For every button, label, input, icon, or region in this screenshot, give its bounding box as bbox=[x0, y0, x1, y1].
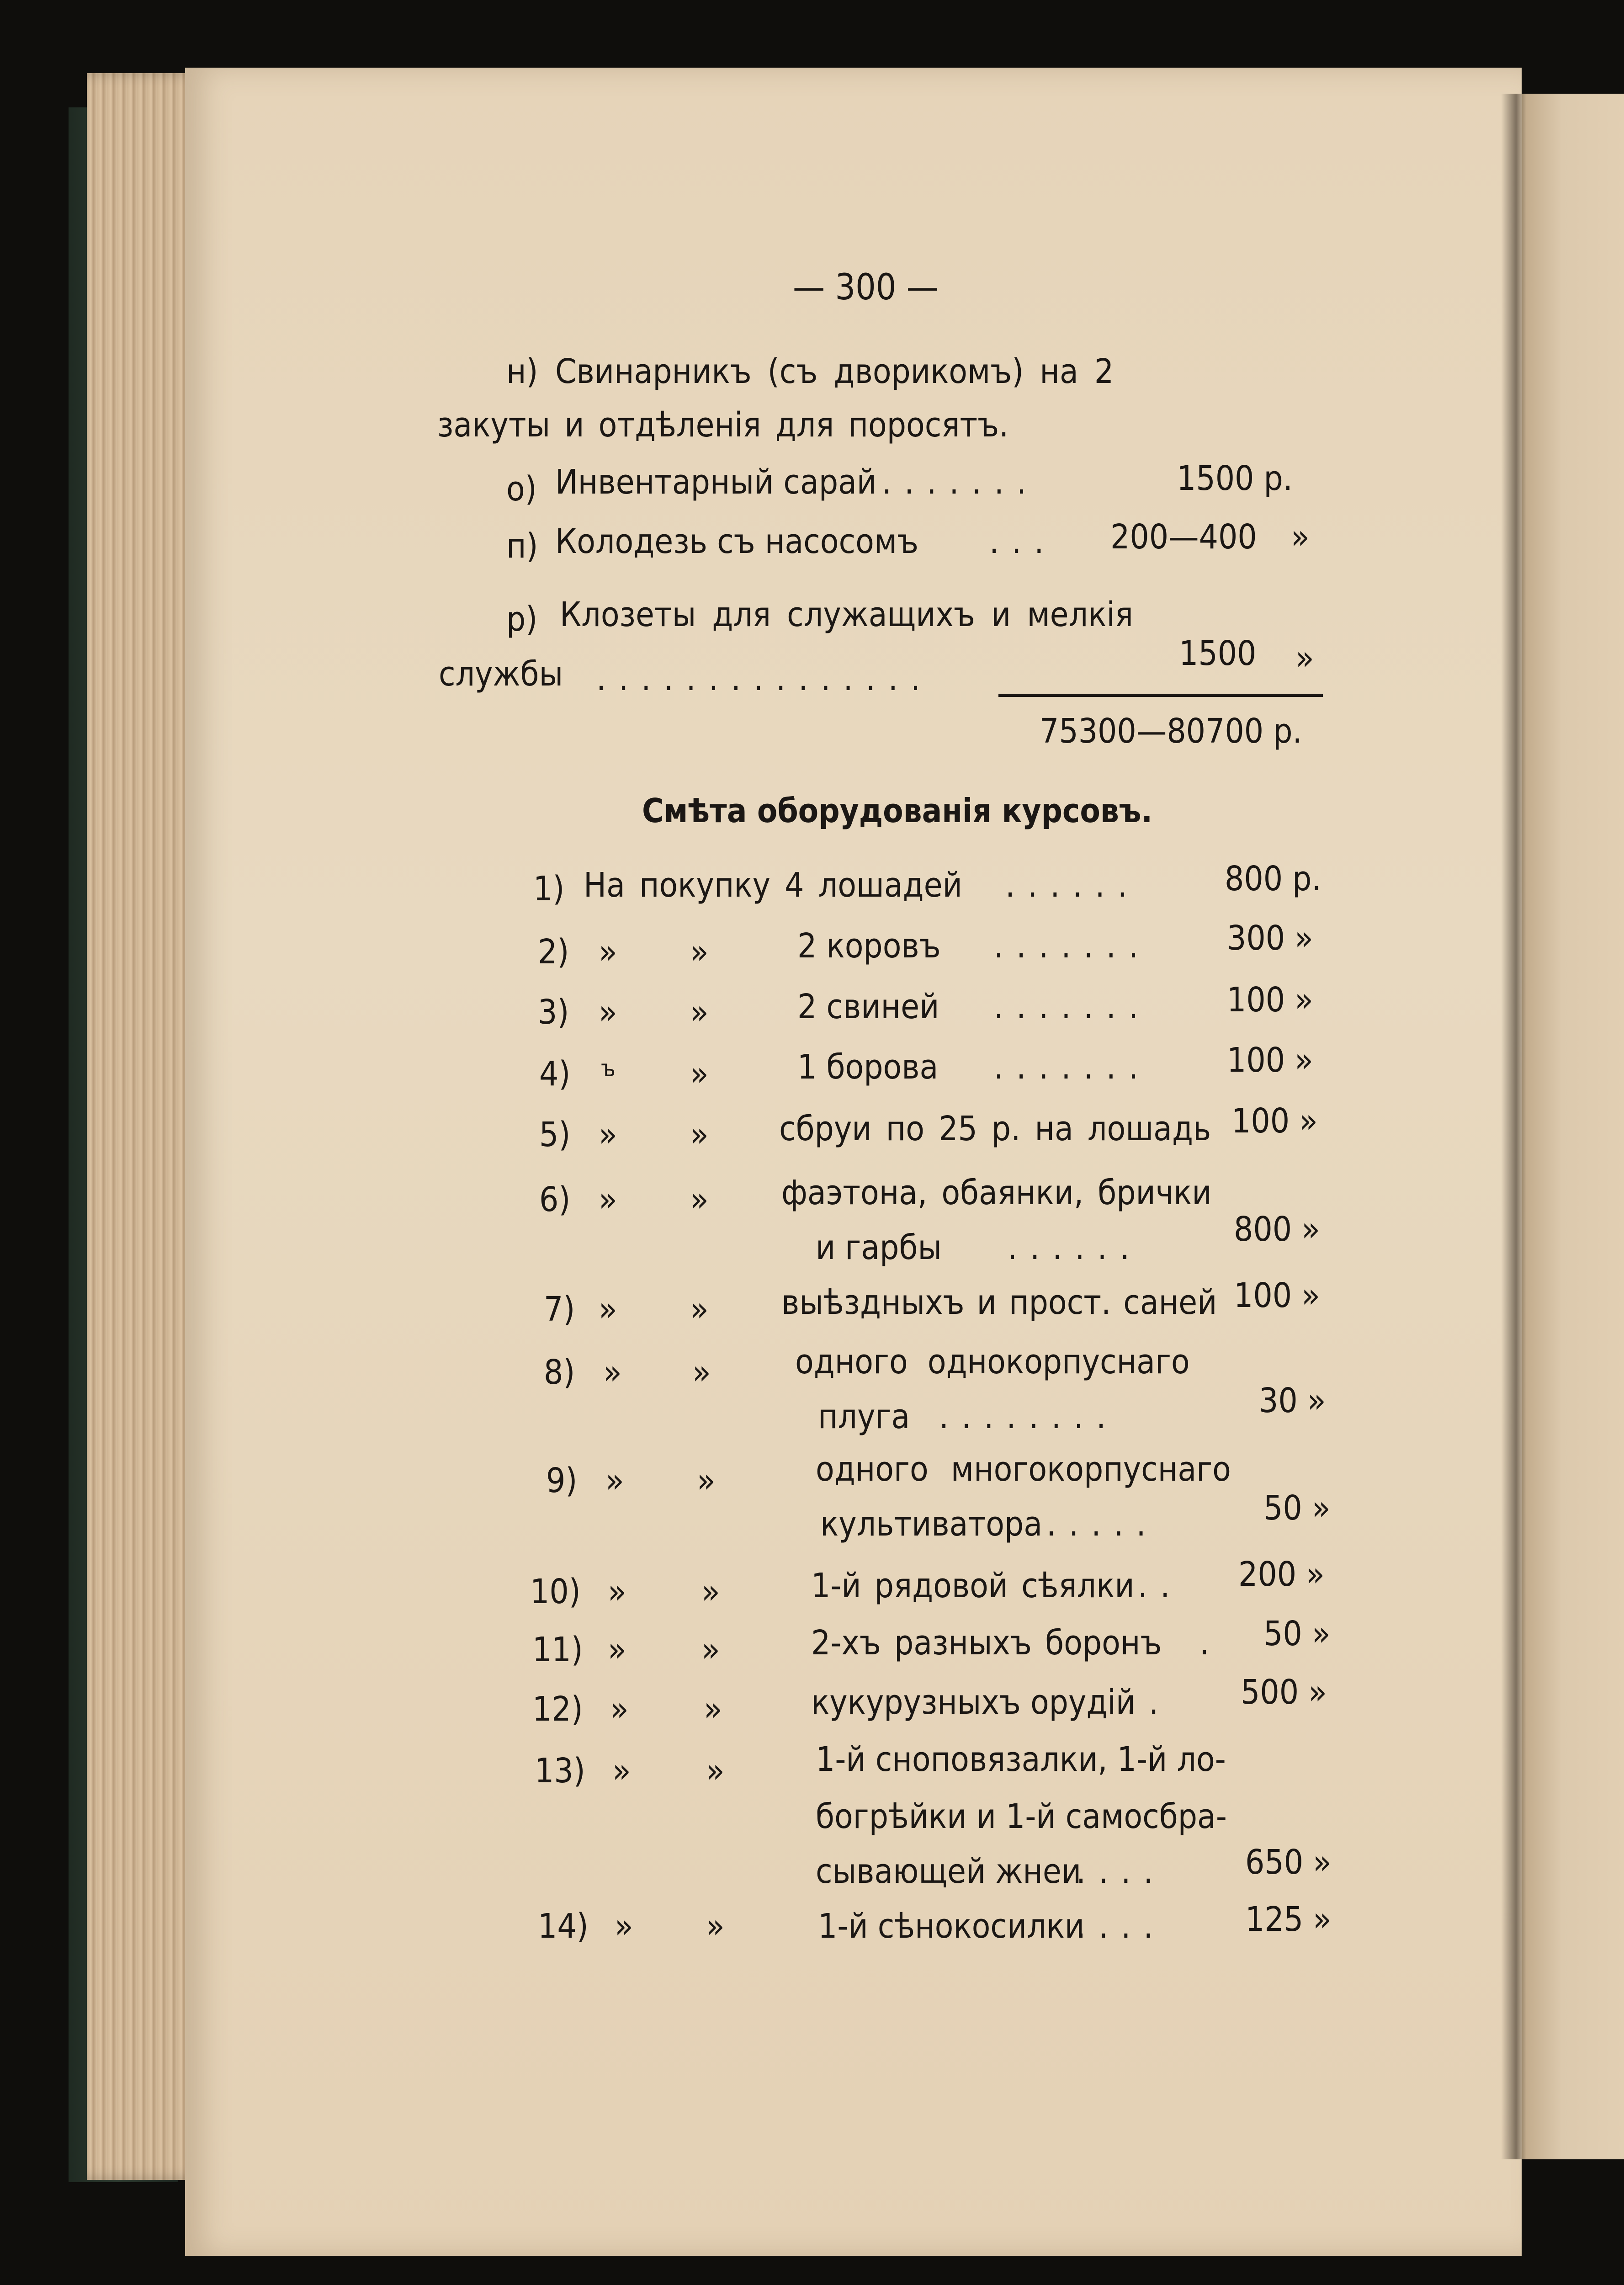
item-amount: 800 » bbox=[1234, 1210, 1320, 1249]
item-number: 10) bbox=[530, 1572, 581, 1611]
item-dots: .... bbox=[1076, 1852, 1166, 1891]
item-number: 3) bbox=[538, 993, 569, 1032]
item-o-amount: 1500 р. bbox=[1177, 459, 1293, 498]
item-n-line2: закуты и отдѣленія для поросятъ. bbox=[437, 405, 1009, 445]
total-rule bbox=[998, 694, 1323, 697]
ditto-mark: » bbox=[706, 1907, 725, 1946]
ditto-mark: » bbox=[704, 1690, 722, 1729]
item-amount: 300 » bbox=[1227, 919, 1313, 958]
ditto-mark: » bbox=[690, 993, 709, 1032]
section-heading: Смѣта оборудованія курсовъ. bbox=[642, 792, 1153, 830]
item-r-mark: » bbox=[1295, 638, 1314, 678]
item-number: 2) bbox=[538, 932, 569, 972]
item-r-dots: ............... bbox=[596, 659, 934, 698]
ditto-mark: » bbox=[690, 932, 709, 972]
item-o-text: Инвентарный сарай bbox=[555, 462, 877, 502]
ditto-mark: » bbox=[608, 1630, 626, 1669]
item-description: 2 коровъ bbox=[797, 926, 941, 966]
item-amount: 650 » bbox=[1245, 1843, 1332, 1882]
item-dots: ...... bbox=[1005, 866, 1140, 905]
ditto-mark: » bbox=[603, 1353, 622, 1392]
ditto-mark: » bbox=[706, 1751, 725, 1791]
item-description: одного многокорпуснаго bbox=[816, 1450, 1231, 1489]
item-r-line1: Клозеты для служащихъ и мелкія bbox=[560, 595, 1133, 634]
item-description: 1-й сѣнокосилки bbox=[818, 1907, 1085, 1946]
item-amount: 100 » bbox=[1227, 980, 1313, 1020]
item-amount: 50 » bbox=[1263, 1614, 1331, 1653]
item-description: кукурузныхъ орудій bbox=[811, 1683, 1136, 1722]
item-o-dots: ....... bbox=[882, 462, 1039, 502]
ditto-mark: » bbox=[690, 1180, 709, 1219]
item-description-line2: богрѣйки и 1-й самосбра- bbox=[816, 1797, 1227, 1836]
item-r-label: р) bbox=[506, 600, 538, 639]
item-p-mark: » bbox=[1291, 517, 1310, 557]
item-amount: 100 » bbox=[1227, 1041, 1313, 1080]
ditto-mark: » bbox=[608, 1572, 626, 1611]
item-number: 8) bbox=[544, 1353, 575, 1392]
ditto-mark: » bbox=[599, 1180, 617, 1219]
ditto-mark: » bbox=[599, 1115, 617, 1154]
item-r-amount: 1500 bbox=[1179, 634, 1257, 673]
item-p-dots: ... bbox=[989, 522, 1057, 561]
item-number: 6) bbox=[539, 1180, 571, 1219]
item-n-line1: Свинарникъ (съ дворикомъ) на 2 bbox=[555, 352, 1114, 391]
ditto-mark: » bbox=[697, 1461, 716, 1500]
item-number: 13) bbox=[535, 1751, 585, 1791]
item-amount: 100 » bbox=[1234, 1276, 1320, 1315]
item-amount: 100 » bbox=[1231, 1101, 1318, 1141]
ditto-mark: » bbox=[701, 1630, 720, 1669]
ditto-mark: » bbox=[599, 932, 617, 972]
ditto-mark: » bbox=[692, 1353, 711, 1392]
item-description-line2: и гарбы bbox=[816, 1228, 942, 1267]
ditto-mark: » bbox=[610, 1690, 629, 1729]
ditto-mark: » bbox=[599, 993, 617, 1032]
item-number: 11) bbox=[532, 1630, 583, 1669]
ditto-mark: ъ bbox=[601, 1055, 616, 1082]
facing-page-edge bbox=[1521, 94, 1624, 2159]
item-description: На покупку 4 лошадей bbox=[584, 866, 962, 905]
item-description: фаэтона, обаянки, брички bbox=[781, 1173, 1212, 1212]
total-amount: 75300—80700 р. bbox=[1040, 712, 1302, 751]
item-dots: .... bbox=[1076, 1907, 1166, 1946]
page-number: — 300 — bbox=[793, 267, 939, 308]
item-number: 1) bbox=[533, 869, 565, 909]
item-amount: 125 » bbox=[1245, 1900, 1332, 1939]
item-dots: ....... bbox=[994, 987, 1151, 1026]
ditto-mark: » bbox=[701, 1572, 720, 1611]
item-p-text: Колодезь съ насосомъ bbox=[555, 522, 919, 561]
item-number: 14) bbox=[538, 1907, 589, 1946]
item-description: 1-й сноповязалки, 1-й ло- bbox=[816, 1740, 1226, 1779]
item-amount: 30 » bbox=[1259, 1381, 1326, 1420]
item-description: 1-й рядовой сѣялки bbox=[811, 1566, 1135, 1605]
item-description: 2 свиней bbox=[797, 987, 939, 1026]
item-dots: .. bbox=[1126, 1683, 1172, 1722]
item-dots: ...... bbox=[1008, 1228, 1142, 1267]
item-dots: ..... bbox=[1046, 1504, 1159, 1544]
ditto-mark: » bbox=[599, 1290, 617, 1329]
ditto-mark: » bbox=[605, 1461, 624, 1500]
item-amount: 200 » bbox=[1238, 1555, 1325, 1594]
item-o-label: о) bbox=[506, 469, 537, 509]
item-number: 4) bbox=[539, 1054, 571, 1094]
item-description: 1 борова bbox=[797, 1047, 939, 1087]
item-description: сбруи по 25 р. на лошадь bbox=[779, 1109, 1211, 1148]
item-description: выѣздныхъ и прост. саней bbox=[781, 1283, 1217, 1322]
item-number: 7) bbox=[544, 1290, 575, 1329]
item-amount: 800 р. bbox=[1225, 859, 1321, 898]
item-amount: 500 » bbox=[1241, 1673, 1327, 1712]
item-description: 2-хъ разныхъ боронъ bbox=[811, 1623, 1162, 1663]
item-dots: ....... bbox=[994, 1047, 1151, 1087]
book-gutter-shadow bbox=[1501, 94, 1526, 2159]
item-number: 12) bbox=[532, 1690, 583, 1729]
item-p-label: п) bbox=[506, 526, 538, 566]
ditto-mark: » bbox=[612, 1751, 631, 1791]
item-description-line2: культиватора bbox=[820, 1504, 1043, 1544]
book-page bbox=[185, 68, 1522, 2256]
item-dots: ........ bbox=[939, 1397, 1119, 1436]
item-number: 5) bbox=[539, 1115, 571, 1154]
ditto-mark: » bbox=[690, 1054, 709, 1094]
item-amount: 50 » bbox=[1263, 1488, 1331, 1528]
item-description-line2: плуга bbox=[818, 1397, 910, 1436]
item-description: одного однокорпуснаго bbox=[795, 1342, 1190, 1382]
ditto-mark: » bbox=[690, 1115, 709, 1154]
ditto-mark: » bbox=[690, 1290, 709, 1329]
item-r-line2: службы bbox=[439, 654, 563, 694]
item-number: 9) bbox=[546, 1461, 578, 1500]
item-description-line3: сывающей жнеи bbox=[816, 1852, 1082, 1891]
item-dots: .. bbox=[1138, 1566, 1183, 1605]
item-p-amount: 200—400 bbox=[1110, 517, 1257, 557]
item-dots: ....... bbox=[994, 926, 1151, 966]
item-dots: . bbox=[1199, 1623, 1222, 1663]
ditto-mark: » bbox=[615, 1907, 633, 1946]
item-n-label: н) bbox=[506, 352, 538, 391]
